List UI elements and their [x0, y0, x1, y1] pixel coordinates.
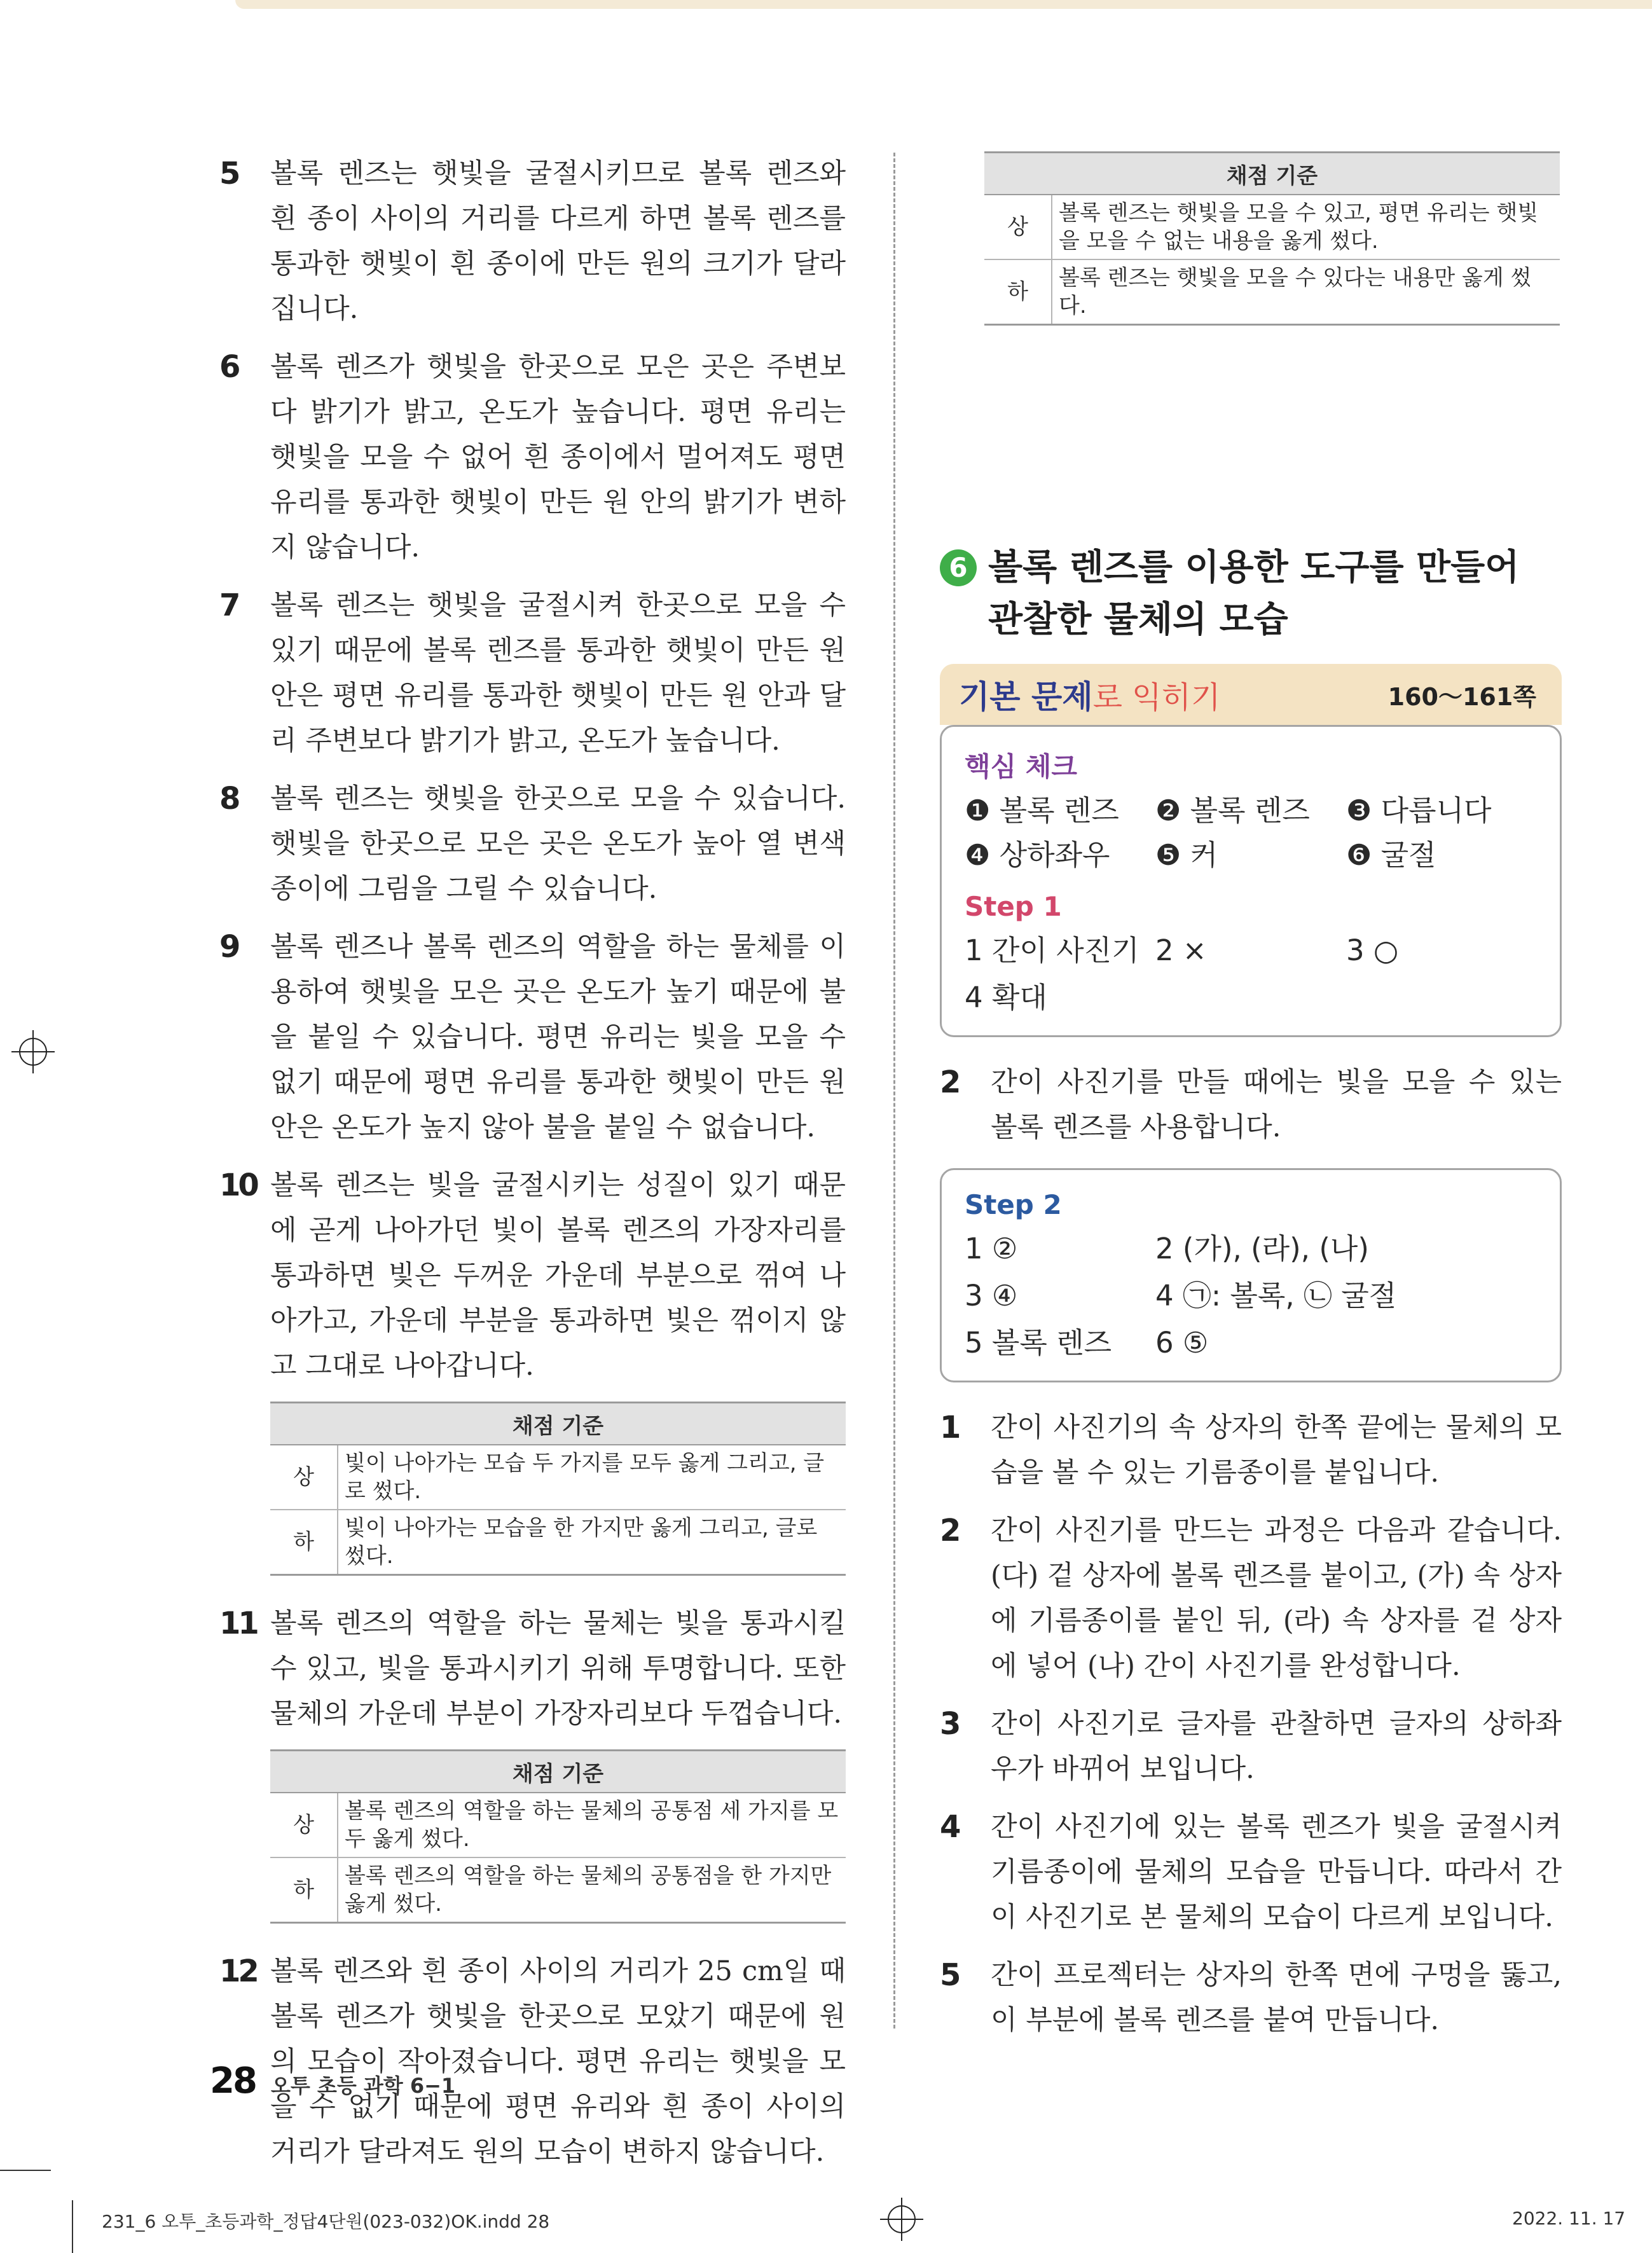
grading-table-q10 [270, 1402, 846, 1576]
grade-high-label: 상 [984, 195, 1052, 259]
answer-5: 5 볼록 렌즈는 햇빛을 굴절시키므로 볼록 렌즈와 흰 종이 사이의 거리를 다르게 하면 볼록 렌즈를 통과한 햇빛이 흰 종이에 만든 원의 크기가 달라집니다. [219, 156, 846, 325]
answer-text: 간이 사진기를 만들 때에는 빛을 모을 수 있는 볼록 렌즈를 사용합니다. [991, 1066, 1562, 1143]
grading-header: 채점 기준 [270, 1403, 846, 1445]
grade-low-label: 하 [270, 1510, 338, 1575]
answer-text: 간이 사진기에 있는 볼록 렌즈가 빛을 굴절시켜 기름종이에 물체의 모습을 만듭니다. 따라서 간이 사진기로 본 물체의 모습이 다르게 보입니다. [991, 1811, 1562, 1933]
answer-8: 8 볼록 렌즈는 햇빛을 한곳으로 모을 수 있습니다. 햇빛을 한곳으로 모은 곳은 온도가 높아 열 변색 종이에 그림을 그릴 수 있습니다. [219, 781, 846, 905]
answer-9: 9 볼록 렌즈나 볼록 렌즈의 역할을 하는 물체를 이용하여 햇빛을 모은 곳은 온도가 높기 때문에 불을 붙일 수 있습니다. 평면 유리는 빛을 모을 수 없기 때문에 평면 유리를 통과한 햇빛이 만든 원 안은 온도가 높지 않아 불을 붙일 수 없습니다. [219, 929, 846, 1143]
section-number-badge: 6 [940, 549, 977, 586]
step2-answer-5: 5 간이 프로젝터는 상자의 한쪽 면에 구멍을 뚫고, 이 부분에 볼록 렌즈를 붙여 만듭니다. [940, 1957, 1562, 2036]
answer-text: 볼록 렌즈는 햇빛을 굴절시켜 한곳으로 모을 수 있기 때문에 볼록 렌즈를 통과한 햇빛이 만든 원 안은 평면 유리를 통과한 햇빛이 만든 원 안과 달리 주변보다 밝기가 밝고, 온도가 높습니다. [270, 589, 846, 757]
slug-filename: 231_6 오투_초등과학_정답4단원(023-032)OK.indd 28 [102, 2211, 550, 2232]
grading-header: 채점 기준 [270, 1751, 846, 1793]
step2-label: Step 2 [965, 1189, 1062, 1220]
step2-answer-4: 4 간이 사진기에 있는 볼록 렌즈가 빛을 굴절시켜 기름종이에 물체의 모습을 만듭니다. 따라서 간이 사진기로 본 물체의 모습이 다르게 보입니다. [940, 1809, 1562, 1933]
step2-item-5: 5 볼록 렌즈 [965, 1326, 1112, 1360]
crop-mark [72, 2200, 73, 2253]
step1-item-4: 4 확대 [965, 981, 1047, 1014]
core-check-items [965, 790, 1537, 876]
answer-text: 볼록 렌즈가 햇빛을 한곳으로 모은 곳은 주변보다 밝기가 밝고, 온도가 높습니다. 평면 유리는 햇빛을 모을 수 없어 흰 종이에서 멀어져도 평면 유리를 통과한 햇빛이 만든 원 안의 밝기가 변하지 않습니다. [270, 351, 846, 563]
step2-item-1: 1 ② [965, 1232, 1018, 1265]
step1-answer-2: 2 간이 사진기를 만들 때에는 빛을 모을 수 있는 볼록 렌즈를 사용합니다. [940, 1064, 1562, 1143]
step1-item-3: 3 ○ [1346, 934, 1399, 967]
step2-item-6: 6 ⑤ [1155, 1326, 1209, 1360]
page-reference: 160～161쪽 [1387, 682, 1536, 711]
grade-high-text: 빛이 나아가는 모습 두 가지를 모두 옳게 그리고, 글로 썼다. [338, 1445, 846, 1510]
answer-text: 볼록 렌즈와 흰 종이 사이의 거리가 25 cm일 때 볼록 렌즈가 햇빛을 한곳으로 모았기 때문에 원의 모습이 작아졌습니다. 평면 유리는 햇빛을 모을 수 없기 때문에 평면 유리와 흰 종이 사이의 거리가 달라져도 원의 모습이 변하지 않습니다. [270, 1955, 846, 2168]
step1-label: Step 1 [965, 891, 1062, 922]
grade-low-text: 빛이 나아가는 모습을 한 가지만 옳게 그리고, 글로 썼다. [338, 1510, 846, 1575]
grade-high-text: 볼록 렌즈의 역할을 하는 물체의 공통점 세 가지를 모두 옳게 썼다. [338, 1793, 846, 1857]
core-item-3: ❸ 다릅니다 [1346, 794, 1492, 827]
right-column [940, 151, 1562, 2056]
answer-text: 간이 사진기로 글자를 관찰하면 글자의 상하좌우가 바뀌어 보입니다. [991, 1708, 1562, 1785]
grading-table-q11 [270, 1749, 846, 1924]
step2-item-3: 3 ④ [965, 1279, 1018, 1313]
grade-low-text: 볼록 렌즈의 역할을 하는 물체의 공통점을 한 가지만 옳게 썼다. [338, 1857, 846, 1923]
section-title-text: 볼록 렌즈를 이용한 도구를 만들어 관찰한 물체의 모습 [988, 547, 1520, 640]
answer-text: 볼록 렌즈는 햇빛을 굴절시키므로 볼록 렌즈와 흰 종이 사이의 거리를 다르게 하면 볼록 렌즈를 통과한 햇빛이 흰 종이에 만든 원의 크기가 달라집니다. [270, 158, 846, 325]
core-item-6: ❻ 굴절 [1346, 838, 1436, 872]
answer-6: 6 볼록 렌즈가 햇빛을 한곳으로 모은 곳은 주변보다 밝기가 밝고, 온도가 높습니다. 평면 유리는 햇빛을 모을 수 없어 흰 종이에서 멀어져도 평면 유리를 통과한 햇빛이 만든 원 안의 밝기가 변하지 않습니다. [219, 349, 846, 563]
step2-items [965, 1227, 1537, 1365]
core-item-4: ❹ 상하좌우 [965, 838, 1110, 872]
core-item-2: ❷ 볼록 렌즈 [1155, 794, 1310, 827]
grade-low-label: 하 [270, 1857, 338, 1923]
registration-mark-icon [19, 1038, 47, 1066]
top-color-band [235, 0, 1652, 9]
step1-items [965, 928, 1537, 1020]
section-title [940, 542, 1562, 646]
left-column [219, 151, 846, 2188]
step1-item-1: 1 간이 사진기 [965, 934, 1139, 967]
answer-7: 7 볼록 렌즈는 햇빛을 굴절시켜 한곳으로 모을 수 있기 때문에 볼록 렌즈를 통과한 햇빛이 만든 원 안은 평면 유리를 통과한 햇빛이 만든 원 안과 달리 주변보다 밝기가 밝고, 온도가 높습니다. [219, 588, 846, 757]
grade-low-text: 볼록 렌즈는 햇빛을 모을 수 있다는 내용만 옳게 썼다. [1052, 259, 1560, 325]
answer-text: 간이 프로젝터는 상자의 한쪽 면에 구멍을 뚫고, 이 부분에 볼록 렌즈를 붙여 만듭니다. [991, 1959, 1562, 2036]
answer-10: 10 볼록 렌즈는 빛을 굴절시키는 성질이 있기 때문에 곧게 나아가던 빛이 볼록 렌즈의 가장자리를 통과하면 빛은 두꺼운 가운데 부분으로 꺾여 나아가고, 가운데 부분을 통과하면 빛은 꺾이지 않고 그대로 나아갑니다. [219, 1168, 846, 1382]
core-item-1: ❶ 볼록 렌즈 [965, 794, 1119, 827]
basic-title: 기본 문제로 익히기 [959, 679, 1221, 715]
core-check-label: 핵심 체크 [965, 751, 1077, 782]
page-number: 28 [210, 2060, 256, 2102]
crop-mark [0, 2170, 51, 2171]
grade-low-label: 하 [984, 259, 1052, 325]
answer-11: 11 볼록 렌즈의 역할을 하는 물체는 빛을 통과시킬 수 있고, 빛을 통과시키기 위해 투명합니다. 또한 물체의 가운데 부분이 가장자리보다 두껍습니다. [219, 1606, 846, 1730]
page-footer [210, 2060, 455, 2102]
step2-item-2: 2 (가), (라), (나) [1155, 1232, 1369, 1265]
step2-answer-1: 1 간이 사진기의 속 상자의 한쪽 끝에는 물체의 모습을 볼 수 있는 기름종이를 붙입니다. [940, 1410, 1562, 1489]
column-divider [893, 153, 895, 2029]
core-item-5: ❺ 커 [1155, 838, 1218, 872]
grading-table-top [984, 151, 1560, 326]
answer-text: 볼록 렌즈나 볼록 렌즈의 역할을 하는 물체를 이용하여 햇빛을 모은 곳은 온도가 높기 때문에 불을 붙일 수 있습니다. 평면 유리는 빛을 모을 수 없기 때문에 평면 유리를 통과한 햇빛이 만든 원 안은 온도가 높지 않아 불을 붙일 수 없습니다. [270, 931, 846, 1143]
answer-text: 볼록 렌즈의 역할을 하는 물체는 빛을 통과시킬 수 있고, 빛을 통과시키기 위해 투명합니다. 또한 물체의 가운데 부분이 가장자리보다 두껍습니다. [270, 1608, 846, 1730]
grade-high-label: 상 [270, 1793, 338, 1857]
book-title: 오투 초등 과학 6−1 [270, 2074, 456, 2098]
step2-item-4: 4 ㉠: 볼록, ㉡ 굴절 [1155, 1279, 1397, 1313]
grade-high-label: 상 [270, 1445, 338, 1510]
answer-text: 볼록 렌즈는 햇빛을 한곳으로 모을 수 있습니다. 햇빛을 한곳으로 모은 곳은 온도가 높아 열 변색 종이에 그림을 그릴 수 있습니다. [270, 783, 846, 905]
slug-date: 2022. 11. 17 [1512, 2208, 1626, 2229]
answer-text: 간이 사진기의 속 상자의 한쪽 끝에는 물체의 모습을 볼 수 있는 기름종이를 붙입니다. [991, 1412, 1562, 1489]
step2-box [940, 1168, 1562, 1382]
step2-answer-3: 3 간이 사진기로 글자를 관찰하면 글자의 상하좌우가 바뀌어 보입니다. [940, 1706, 1562, 1785]
answer-text: 볼록 렌즈는 빛을 굴절시키는 성질이 있기 때문에 곧게 나아가던 빛이 볼록 렌즈의 가장자리를 통과하면 빛은 두꺼운 가운데 부분으로 꺾여 나아가고, 가운데 부분을 통과하면 빛은 꺾이지 않고 그대로 나아갑니다. [270, 1169, 846, 1382]
registration-mark-icon [888, 2205, 916, 2233]
grading-header: 채점 기준 [984, 153, 1560, 195]
answer-12: 12 볼록 렌즈와 흰 종이 사이의 거리가 25 cm일 때 볼록 렌즈가 햇빛을 한곳으로 모았기 때문에 원의 모습이 작아졌습니다. 평면 유리는 햇빛을 모을 수 없기 때문에 평면 유리와 흰 종이 사이의 거리가 달라져도 원의 모습이 변하지 않습니다. [219, 1953, 846, 2168]
answer-text: 간이 사진기를 만드는 과정은 다음과 같습니다. (다) 겉 상자에 볼록 렌즈를 붙이고, (가) 속 상자에 기름종이를 붙인 뒤, (라) 속 상자를 겉 상자에 넣어 (나) 간이 사진기를 완성합니다. [991, 1515, 1562, 1682]
basic-problems-header [940, 664, 1562, 725]
core-check-box [940, 725, 1562, 1037]
step1-item-2: 2 × [1155, 934, 1207, 967]
grade-high-text: 볼록 렌즈는 햇빛을 모을 수 있고, 평면 유리는 햇빛을 모을 수 없는 내용을 옳게 썼다. [1052, 195, 1560, 259]
step2-answer-2: 2 간이 사진기를 만드는 과정은 다음과 같습니다. (다) 겉 상자에 볼록 렌즈를 붙이고, (가) 속 상자에 기름종이를 붙인 뒤, (라) 속 상자를 겉 상자에 넣어 (나) 간이 사진기를 완성합니다. [940, 1513, 1562, 1682]
